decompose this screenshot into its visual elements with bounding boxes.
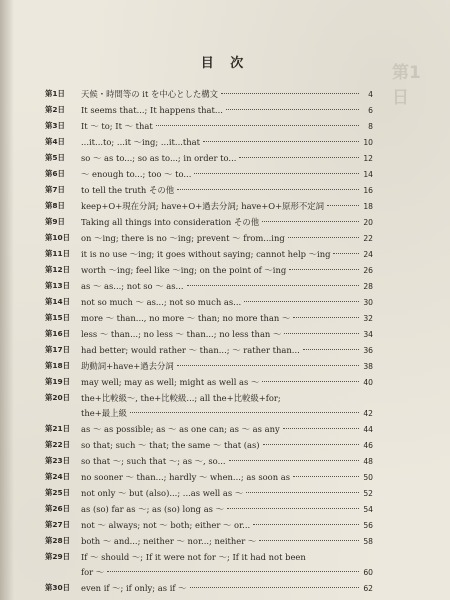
day-number: 第9日 xyxy=(45,217,65,226)
day-number: 第8日 xyxy=(45,201,65,210)
leader-dots xyxy=(293,317,359,318)
toc-entry xyxy=(45,262,373,278)
day-number: 第15日 xyxy=(45,313,71,322)
toc-entry xyxy=(45,310,373,326)
entry-text: as ～ as...; not so ～ as... xyxy=(81,281,184,291)
entry-content xyxy=(81,533,373,550)
page-number: 22 xyxy=(363,234,373,243)
leader-dots xyxy=(327,205,359,206)
page-number: 28 xyxy=(363,282,373,291)
day-number: 第12日 xyxy=(45,265,71,274)
entry-text: ～ enough to...; too ～ to... xyxy=(81,169,192,179)
entry-content xyxy=(81,134,373,151)
leader-dots xyxy=(263,444,359,445)
toc-entry xyxy=(45,198,373,214)
entry-text: as (so) far as ～; as (so) long as ～ xyxy=(81,504,225,514)
day-number: 第30日 xyxy=(45,583,71,592)
leader-dots xyxy=(259,540,359,541)
leader-dots xyxy=(244,301,359,302)
binding-shadow xyxy=(0,0,14,600)
day-number: 第10日 xyxy=(45,233,71,242)
toc-entry xyxy=(45,246,373,262)
entry-content xyxy=(81,262,373,279)
entry-content xyxy=(81,358,373,375)
leader-dots xyxy=(333,253,359,254)
page-number: 26 xyxy=(363,266,373,275)
entry-content xyxy=(81,102,373,119)
entry-content xyxy=(81,278,373,295)
leader-dots xyxy=(293,476,359,477)
entry-text: both ～ and...; neither ～ nor...; neither ～ xyxy=(81,536,257,546)
leader-dots xyxy=(130,412,359,413)
entry-text: on ～ing; there is no ～ing; prevent ～ from...ing xyxy=(81,233,285,243)
table-of-contents xyxy=(45,86,373,596)
page-number: 24 xyxy=(363,250,373,259)
toc-entry xyxy=(45,517,373,533)
entry-content xyxy=(81,118,373,135)
bleed-through-text: 第1日 xyxy=(392,63,421,108)
entry-text: It ～ to; It ～ that xyxy=(81,121,153,131)
toc-entry xyxy=(45,102,373,118)
entry-content xyxy=(81,246,373,263)
entry-content xyxy=(81,565,373,580)
entry-text: as ～ as possible; as ～ as one can; as ～ as any xyxy=(81,424,280,434)
leader-dots xyxy=(253,524,359,525)
entry-text: 助動詞+have+過去分詞 xyxy=(81,361,174,371)
entry-text: may well; may as well; might as well as ～ xyxy=(81,377,260,387)
day-number: 第28日 xyxy=(45,536,71,545)
page-number: 52 xyxy=(363,489,373,498)
page-number: 46 xyxy=(363,441,373,450)
toc-entry xyxy=(45,214,373,230)
page-number: 48 xyxy=(363,457,373,466)
entry-content xyxy=(81,469,373,486)
toc-entry xyxy=(45,580,373,596)
toc-entry xyxy=(45,166,373,182)
toc-entry xyxy=(45,437,373,453)
page-number: 54 xyxy=(363,505,373,514)
toc-entry xyxy=(45,533,373,549)
leader-dots xyxy=(262,221,359,222)
leader-dots xyxy=(284,333,359,334)
entry-content xyxy=(81,182,373,199)
entry-content xyxy=(81,342,373,359)
entry-text: no sooner ～ than...; hardly ～ when...; as soon as xyxy=(81,472,291,482)
toc-entry xyxy=(45,453,373,469)
toc-entry xyxy=(45,294,373,310)
entry-text: not so much ～ as...; not so much as... xyxy=(81,297,242,307)
leader-dots xyxy=(289,269,359,270)
day-number: 第18日 xyxy=(45,361,71,370)
entry-content xyxy=(81,390,373,406)
entry-content xyxy=(81,453,373,470)
page-number: 14 xyxy=(363,170,373,179)
entry-text: the+最上級 xyxy=(81,408,127,418)
leader-dots xyxy=(239,157,359,158)
entry-content xyxy=(81,437,373,454)
entry-text: It seems that...; It happens that... xyxy=(81,105,223,115)
day-number: 第24日 xyxy=(45,472,71,481)
day-number: 第29日 xyxy=(45,552,71,561)
entry-content xyxy=(81,580,373,597)
page-number: 16 xyxy=(363,186,373,195)
leader-dots xyxy=(288,237,359,238)
entry-content xyxy=(81,326,373,343)
page-number: 8 xyxy=(368,122,373,131)
day-number: 第20日 xyxy=(45,393,71,402)
toc-entry xyxy=(45,182,373,198)
day-number: 第4日 xyxy=(45,137,65,146)
entry-text: to tell the truth その他 xyxy=(81,185,175,195)
day-number: 第17日 xyxy=(45,345,71,354)
entry-content xyxy=(81,166,373,183)
page-number: 20 xyxy=(363,218,373,227)
toc-entry xyxy=(45,485,373,501)
toc-entry xyxy=(45,421,373,437)
day-number: 第22日 xyxy=(45,440,71,449)
page-number: 12 xyxy=(363,154,373,163)
toc-entry xyxy=(45,342,373,358)
entry-content xyxy=(81,485,373,502)
toc-entry xyxy=(45,358,373,374)
leader-dots xyxy=(229,460,359,461)
toc-entry xyxy=(45,230,373,246)
day-number: 第16日 xyxy=(45,329,71,338)
entry-text: for ～ xyxy=(81,567,105,577)
leader-dots xyxy=(107,571,359,572)
day-number: 第26日 xyxy=(45,504,71,513)
day-number: 第21日 xyxy=(45,424,71,433)
page-number: 60 xyxy=(363,568,373,577)
toc-entry xyxy=(45,134,373,150)
day-number: 第14日 xyxy=(45,297,71,306)
day-number: 第19日 xyxy=(45,377,71,386)
entry-content xyxy=(81,517,373,534)
leader-dots xyxy=(303,349,359,350)
day-number: 第3日 xyxy=(45,121,65,130)
page-number: 10 xyxy=(363,138,373,147)
toc-entry xyxy=(45,390,373,406)
entry-text: it is no use ～ing; it goes without saying; cannot help ～ing xyxy=(81,249,331,259)
entry-text: so ～ as to...; so as to...; in order to... xyxy=(81,153,237,163)
day-number: 第23日 xyxy=(45,456,71,465)
page-number: 42 xyxy=(363,409,373,418)
page-number: 4 xyxy=(368,90,373,99)
toc-entry xyxy=(45,326,373,342)
day-number: 第5日 xyxy=(45,153,65,162)
day-number: 第2日 xyxy=(45,105,65,114)
page-number: 18 xyxy=(363,202,373,211)
toc-entry xyxy=(45,469,373,485)
entry-text: Taking all things into consideration その他 xyxy=(81,217,260,227)
leader-dots xyxy=(187,285,359,286)
entry-content xyxy=(81,374,373,391)
leader-dots xyxy=(283,428,359,429)
page-number: 30 xyxy=(363,298,373,307)
leader-dots xyxy=(262,381,359,382)
entry-text: the+比較級～, the+比較級...; all the+比較級+for; xyxy=(81,393,281,403)
leader-dots xyxy=(177,189,359,190)
entry-text: had better; would rather ～ than...; ～ rather than... xyxy=(81,345,300,355)
leader-dots xyxy=(177,365,359,366)
leader-dots xyxy=(156,125,359,126)
entry-content xyxy=(81,198,373,215)
entry-content xyxy=(81,150,373,167)
entry-text: less ～ than...; no less ～ than...; no less than ～ xyxy=(81,329,282,339)
leader-dots xyxy=(246,492,359,493)
toc-entry xyxy=(45,565,373,580)
page-number: 34 xyxy=(363,330,373,339)
day-number: 第11日 xyxy=(45,249,71,258)
page-number: 58 xyxy=(363,537,373,546)
entry-text: ...it...to; ...it ～ing; ...it...that xyxy=(81,137,201,147)
leader-dots xyxy=(190,587,359,588)
leader-dots xyxy=(194,173,359,174)
page-number: 50 xyxy=(363,473,373,482)
entry-text: not ～ always; not ～ both; either ～ or... xyxy=(81,520,251,530)
entry-content xyxy=(81,86,373,103)
leader-dots xyxy=(203,141,359,142)
toc-entry xyxy=(45,549,373,565)
entry-content xyxy=(81,294,373,311)
leader-dots xyxy=(221,93,359,94)
leader-dots xyxy=(226,109,359,110)
page-number: 62 xyxy=(363,584,373,593)
entry-content xyxy=(81,549,373,565)
entry-text: worth ～ing; feel like ～ing; on the point of ～ing xyxy=(81,265,287,275)
leader-dots xyxy=(227,508,359,509)
entry-content xyxy=(81,214,373,231)
entry-content xyxy=(81,406,373,421)
day-number: 第25日 xyxy=(45,488,71,497)
page-number: 40 xyxy=(363,378,373,387)
entry-content xyxy=(81,310,373,327)
page-number: 44 xyxy=(363,425,373,434)
day-number: 第13日 xyxy=(45,281,71,290)
entry-text: even if ～; if only; as if ～ xyxy=(81,583,187,593)
day-number: 第27日 xyxy=(45,520,71,529)
entry-text: more ～ than..., no more ～ than; no more than ～ xyxy=(81,313,291,323)
toc-entry xyxy=(45,374,373,390)
toc-entry xyxy=(45,278,373,294)
day-number: 第6日 xyxy=(45,169,65,178)
toc-entry xyxy=(45,150,373,166)
entry-text: so that ～; such that ～; as ～, so... xyxy=(81,456,226,466)
toc-entry xyxy=(45,118,373,134)
page-number: 38 xyxy=(363,362,373,371)
entry-text: 天候・時間等の it を中心とした構文 xyxy=(81,89,218,99)
page-number: 6 xyxy=(368,106,373,115)
entry-content xyxy=(81,501,373,518)
page-title: 目 次 xyxy=(200,56,250,71)
page-number: 56 xyxy=(363,521,373,530)
entry-text: so that; such ～ that; the same ～ that (as) xyxy=(81,440,260,450)
entry-text: not only ～ but (also)...; ...as well as ～ xyxy=(81,488,244,498)
entry-text: keep+O+現在分詞; have+O+過去分詞; have+O+原形不定詞 xyxy=(81,201,325,211)
page-number: 32 xyxy=(363,314,373,323)
toc-entry xyxy=(45,406,373,421)
toc-entry xyxy=(45,501,373,517)
page-number: 36 xyxy=(363,346,373,355)
entry-text: If ～ should ～; If it were not for ～; If it had not been xyxy=(81,552,306,562)
entry-content xyxy=(81,421,373,438)
entry-content xyxy=(81,230,373,247)
toc-entry xyxy=(45,86,373,102)
day-number: 第1日 xyxy=(45,89,65,98)
day-number: 第7日 xyxy=(45,185,65,194)
